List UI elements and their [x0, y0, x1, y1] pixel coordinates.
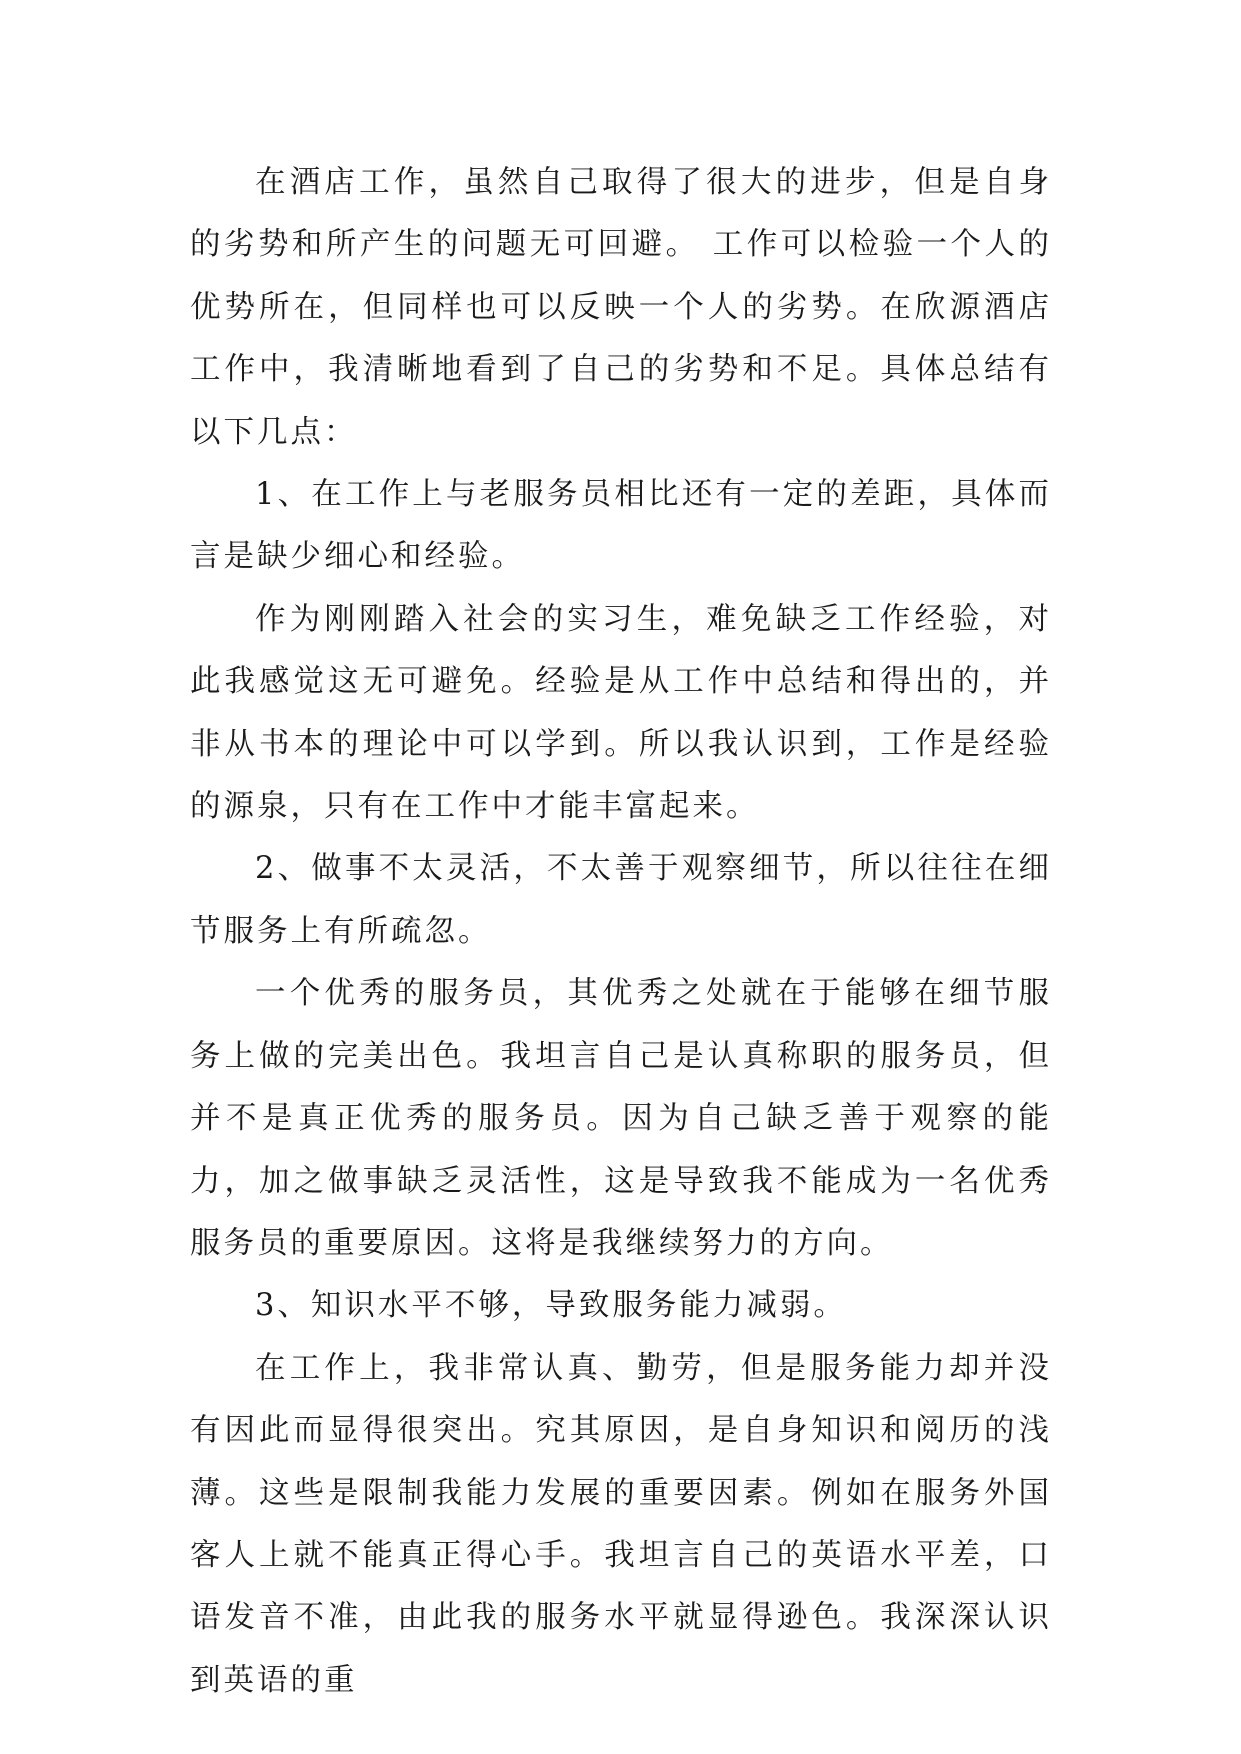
paragraph-point-3-detail: 在工作上，我非常认真、勤劳，但是服务能力却并没有因此而显得很突出。究其原因，是自身知识和阅历的浅薄。这些是限制我能力发展的重要因素。例如在服务外国客人上就不能真正得心手。我坦言自己的英语水平差，口语发音不准，由此我的服务水平就显得逊色。我深深认识到英语的重 [190, 1350, 1052, 1698]
paragraph-point-1: 1、在工作上与老服务员相比还有一定的差距，具体而言是缺少细心和经验。 [190, 477, 1052, 575]
paragraph-intro: 在酒店工作，虽然自己取得了很大的进步，但是自身的劣势和所产生的问题无可回避。 工作可以检验一个人的优势所在，但同样也可以反映一个人的劣势。在欣源酒店工作中，我清晰地看到了自己的劣势和不足。具体总结有以下几点： [190, 165, 1052, 450]
document-body [190, 152, 1052, 1712]
paragraph-point-1-detail: 作为刚刚踏入社会的实习生，难免缺乏工作经验，对此我感觉这无可避免。经验是从工作中总结和得出的，并非从书本的理论中可以学到。所以我认识到，工作是经验的源泉，只有在工作中才能丰富起来。 [190, 601, 1052, 825]
paragraph-point-3: 3、知识水平不够，导致服务能力减弱。 [255, 1288, 847, 1324]
paragraph-point-2-detail: 一个优秀的服务员，其优秀之处就在于能够在细节服务上做的完美出色。我坦言自己是认真称职的服务员，但并不是真正优秀的服务员。因为自己缺乏善于观察的能力，加之做事缺乏灵活性，这是导致我不能成为一名优秀服务员的重要原因。这将是我继续努力的方向。 [190, 976, 1052, 1261]
paragraph-point-2: 2、做事不太灵活，不太善于观察细节，所以往往在细节服务上有所疏忽。 [190, 851, 1052, 949]
